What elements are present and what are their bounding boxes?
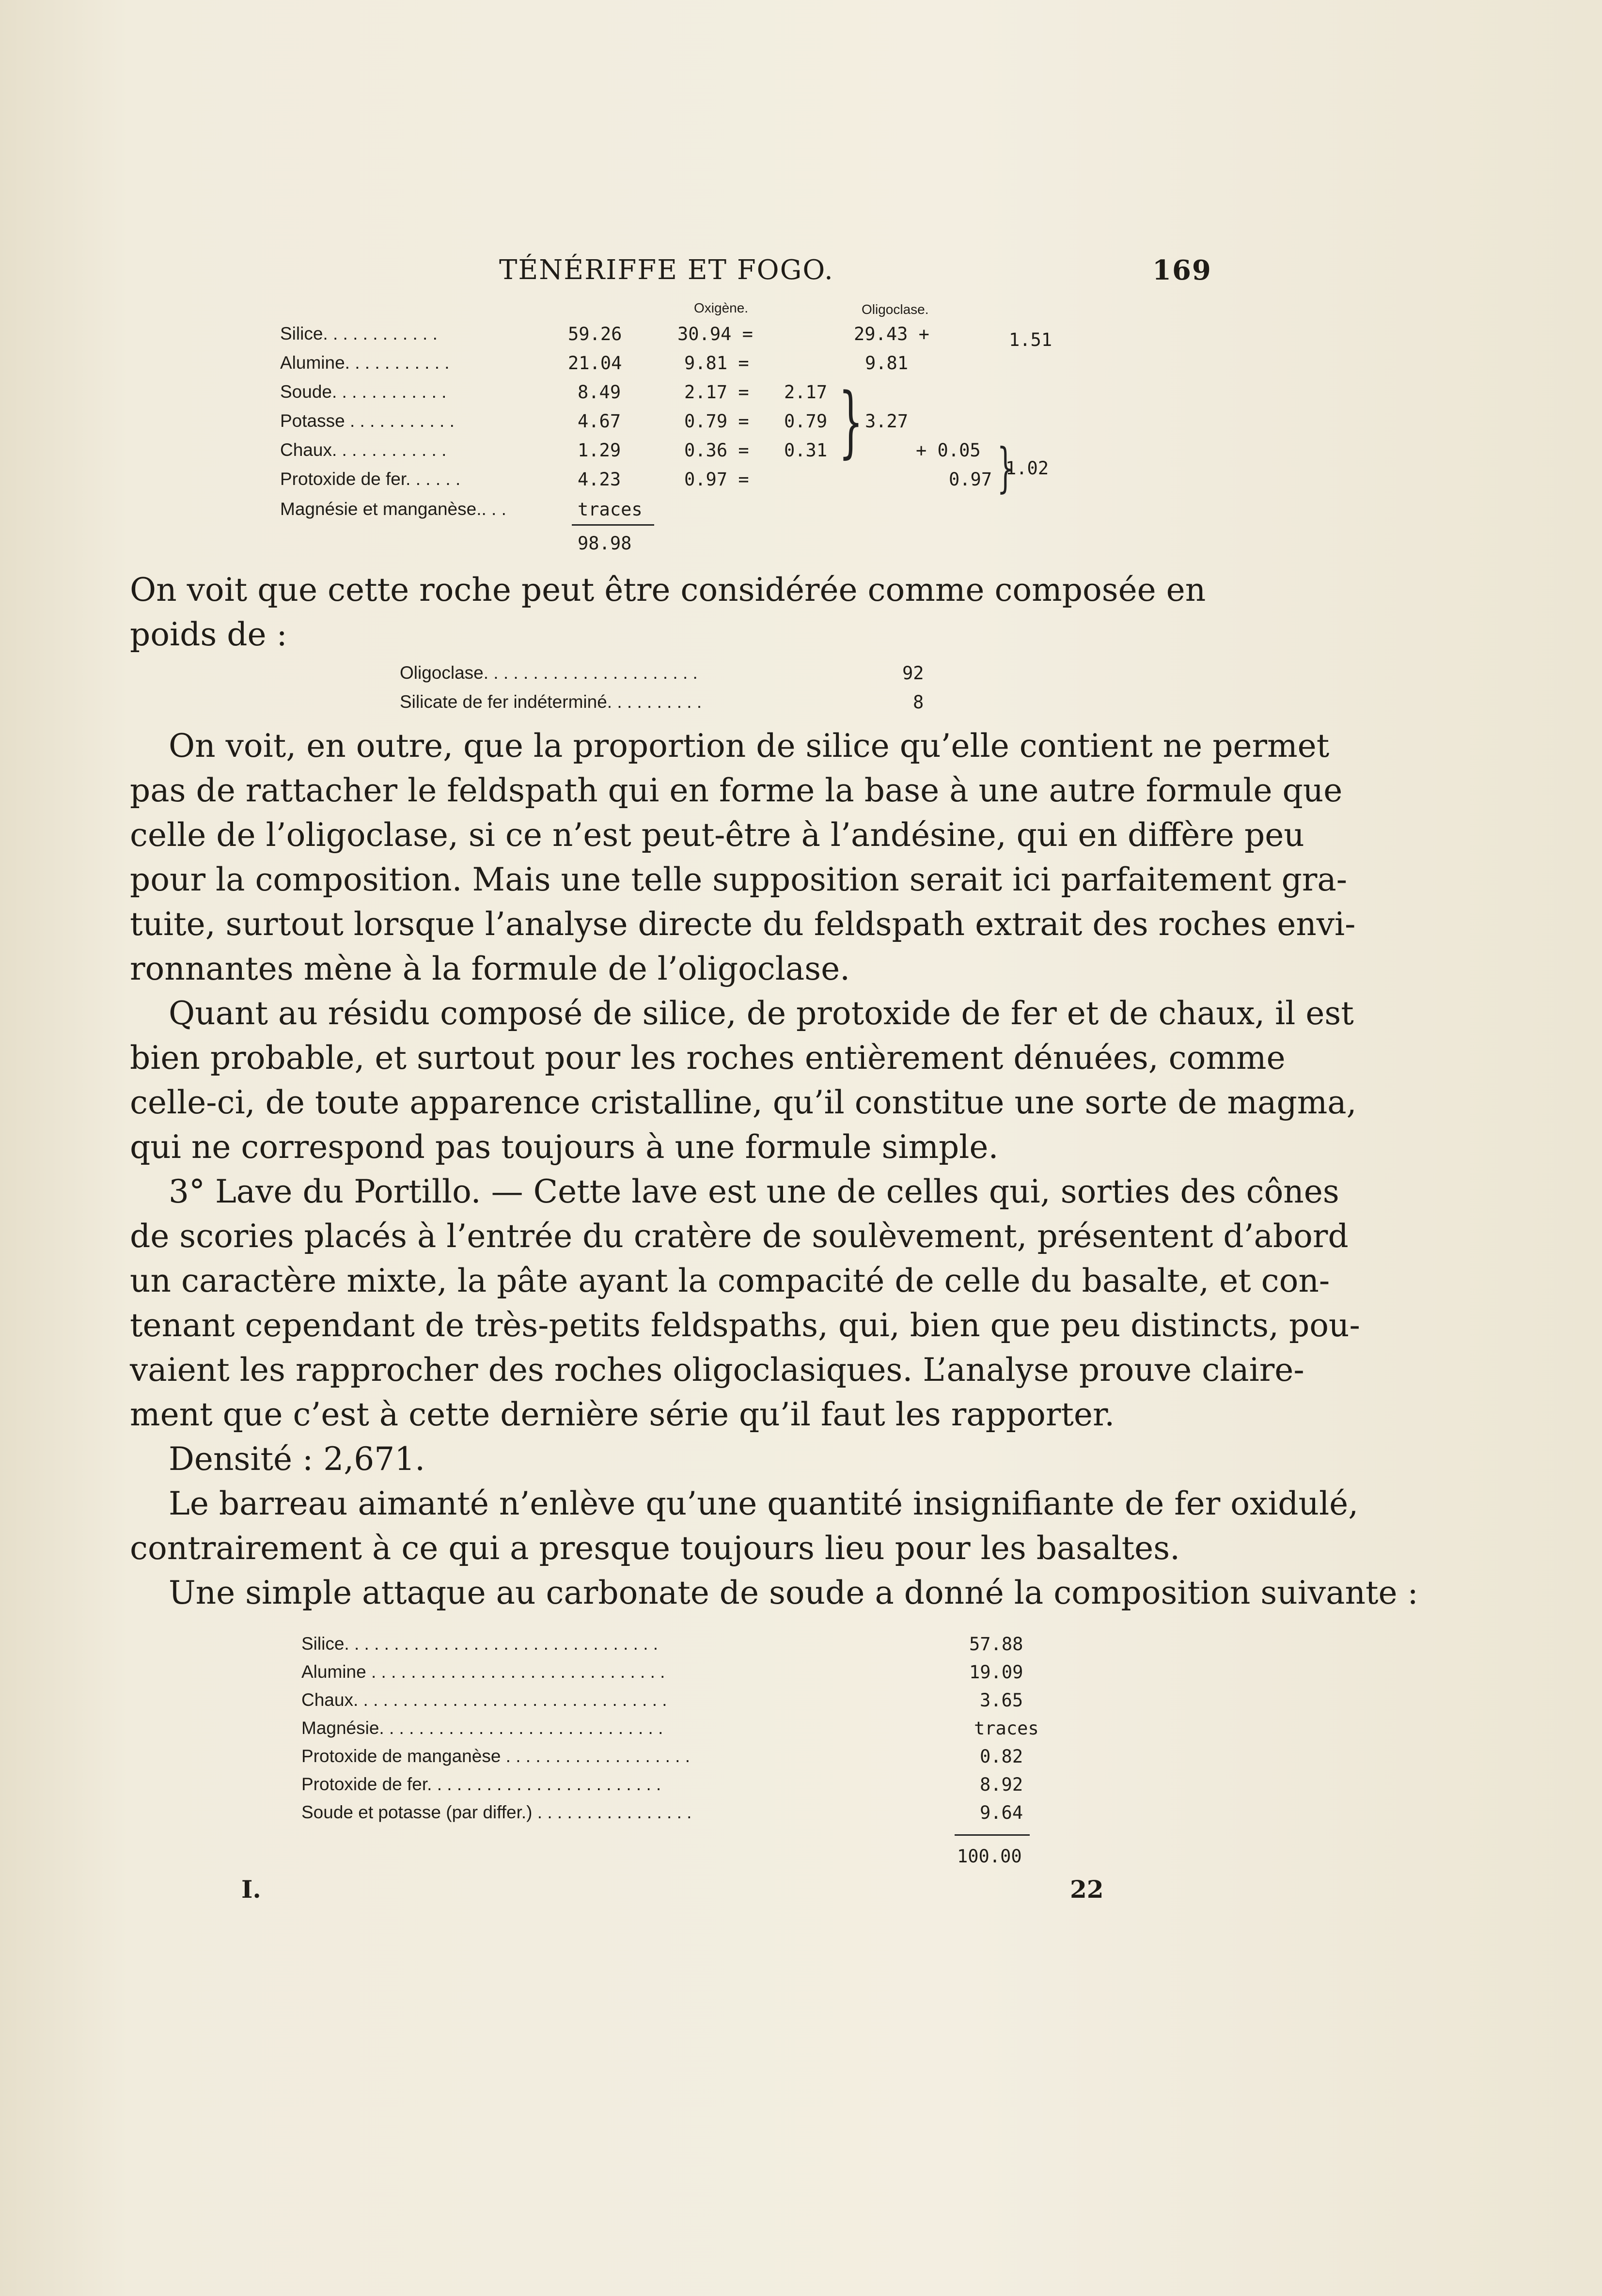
running-title: TÉNÉRIFFE ET FOGO. xyxy=(499,254,834,286)
text-line: Densité : 2,671. xyxy=(169,1440,425,1478)
sheet-number: 22 xyxy=(1070,1875,1104,1904)
table-row-excess: + 0.05 xyxy=(916,440,981,461)
text-line: On voit que cette roche peut être considérée comme composée en xyxy=(130,571,1206,609)
table-row-label: Silice. . . . . . . . . . . . . . . . . . . . . . . . . . . . . . . . xyxy=(301,1634,659,1654)
table-row-value: 3.65 xyxy=(980,1690,1023,1711)
paragraph xyxy=(130,1571,1418,1615)
column-header-oligoclase: Oligoclase. xyxy=(862,302,929,317)
brace-excess: } xyxy=(997,437,1014,499)
table-row-label: Protoxide de manganèse . . . . . . . . . . . . . . . . . . . xyxy=(301,1746,691,1766)
text-line: Quant au résidu composé de silice, de protoxide de fer et de chaux, il est xyxy=(169,995,1354,1032)
text-line: On voit, en outre, que la proportion de silice qu’elle contient ne permet xyxy=(169,727,1330,765)
paragraph xyxy=(130,1482,1359,1571)
table-row-excess: 1.51 xyxy=(1009,329,1052,350)
table-row-label: Protoxide de fer. . . . . . . . . . . . . . . . . . . . . . . . xyxy=(301,1774,661,1794)
table-row-oxygen: 30.94 = xyxy=(677,324,753,344)
text-line: pour la composition. Mais une telle supposition serait ici parfaitement gra- xyxy=(130,861,1348,898)
table-row-value: 9.64 xyxy=(980,1802,1023,1823)
table-row-label: Protoxide de fer. . . . . . xyxy=(280,469,461,489)
table-row-label: Potasse . . . . . . . . . . . xyxy=(280,411,455,431)
brace-alkali: } xyxy=(838,376,864,467)
sum-rule xyxy=(572,524,654,526)
table-row-value: traces xyxy=(974,1718,1039,1739)
table-row-oxygen: 0.36 = xyxy=(684,440,749,461)
table-total: 98.98 xyxy=(578,533,632,554)
table-row-excess: 0.97 xyxy=(949,469,992,490)
table-row-label: Alumine . . . . . . . . . . . . . . . . . . . . . . . . . . . . . . xyxy=(301,1662,665,1682)
text-line: bien probable, et surtout pour les roches entièrement dénuées, comme xyxy=(130,1039,1286,1077)
table-row-oxygen: 2.17 = xyxy=(684,382,749,403)
table-row-value: 59.26 xyxy=(568,324,622,344)
text-line: ment que c’est à cette dernière série qu’il faut les rapporter. xyxy=(130,1396,1115,1433)
text-line: tuite, surtout lorsque l’analyse directe du feldspath extrait des roches envi- xyxy=(130,906,1356,943)
table-row-oligoclase: 9.81 xyxy=(865,353,909,374)
paragraph xyxy=(130,568,1206,657)
table-row-value: 57.88 xyxy=(969,1634,1023,1655)
text-line: pas de rattacher le feldspath qui en forme la base à une autre formule que xyxy=(130,772,1343,809)
text-line: contrairement à ce qui a presque toujours lieu pour les basaltes. xyxy=(130,1530,1180,1567)
table-row-split: 0.79 xyxy=(784,411,828,432)
text-line: tenant cependant de très-petits feldspaths, qui, bien que peu distincts, pou- xyxy=(130,1307,1360,1344)
table-row-value: 19.09 xyxy=(969,1662,1023,1683)
table-row-label: Chaux. . . . . . . . . . . . . . . . . . . . . . . . . . . . . . . . xyxy=(301,1690,667,1710)
text-line: poids de : xyxy=(130,616,287,653)
table-row-label: Magnésie et manganèse.. . . xyxy=(280,499,506,519)
text-line: celle-ci, de toute apparence cristalline, qu’il constitue une sorte de magma, xyxy=(130,1084,1357,1121)
table-row-oligoclase: 29.43 + xyxy=(854,324,929,344)
text-line: Une simple attaque au carbonate de soude a donné la composition suivante : xyxy=(169,1574,1418,1611)
table-row-label: Silicate de fer indéterminé. . . . . . . . . . xyxy=(400,692,702,712)
text-line: ronnantes mène à la formule de l’oligoclase. xyxy=(130,950,850,987)
column-header-oxygene: Oxigène. xyxy=(694,300,749,315)
table-row-label: Magnésie. . . . . . . . . . . . . . . . . . . . . . . . . . . . . xyxy=(301,1718,663,1738)
paragraph xyxy=(130,724,1356,991)
table-row-split: 0.31 xyxy=(784,440,828,461)
table-row-value: 21.04 xyxy=(568,353,622,374)
signature-mark: I. xyxy=(241,1875,261,1904)
sum-rule xyxy=(955,1834,1030,1836)
table-row-value: 8.92 xyxy=(980,1774,1023,1795)
table-row-label: Chaux. . . . . . . . . . . . xyxy=(280,440,447,460)
table-row-label: Silice. . . . . . . . . . . . xyxy=(280,324,438,344)
table-row-label: Soude. . . . . . . . . . . . xyxy=(280,382,447,402)
table-row-split: 2.17 xyxy=(784,382,828,403)
text-line: celle de l’oligoclase, si ce n’est peut-être à l’andésine, qui en diffère peu xyxy=(130,816,1304,854)
paragraph xyxy=(130,1170,1360,1437)
paragraph xyxy=(130,991,1357,1170)
text-line: vaient les rapprocher des roches oligoclasiques. L’analyse prouve claire- xyxy=(130,1351,1304,1389)
table-row-oligoclase: 3.27 xyxy=(865,411,909,432)
table-row-value: traces xyxy=(578,499,643,520)
text-line: qui ne correspond pas toujours à une formule simple. xyxy=(130,1128,999,1166)
text-line: Le barreau aimanté n’enlève qu’une quantité insignifiante de fer oxidulé, xyxy=(169,1485,1359,1522)
table-row-label: Oligoclase. . . . . . . . . . . . . . . . . . . . . . xyxy=(400,663,698,683)
table-row-value: 1.29 xyxy=(578,440,621,461)
text-line: un caractère mixte, la pâte ayant la compacité de celle du basalte, et con- xyxy=(130,1262,1330,1299)
table-row-value: 8.49 xyxy=(578,382,621,403)
table-row-oxygen: 9.81 = xyxy=(684,353,749,374)
table-row-excess-sum: 1.02 xyxy=(1005,458,1049,479)
table-row-oxygen: 0.79 = xyxy=(684,411,749,432)
text-line: 3° Lave du Portillo. — Cette lave est une de celles qui, sorties des cônes xyxy=(169,1173,1339,1210)
table-row-label: Soude et potasse (par differ.) . . . . . . . . . . . . . . . . xyxy=(301,1802,692,1822)
table-row-value: 92 xyxy=(902,663,924,684)
table-row-oxygen: 0.97 = xyxy=(684,469,749,490)
table-row-value: 4.23 xyxy=(578,469,621,490)
table-row-value: 8 xyxy=(913,692,924,713)
paragraph xyxy=(130,1437,1196,1482)
page-number: 169 xyxy=(1152,254,1212,286)
table-row-value: 4.67 xyxy=(578,411,621,432)
table-row-label: Alumine. . . . . . . . . . . xyxy=(280,353,450,373)
text-line: de scories placés à l’entrée du cratère de soulèvement, présentent d’abord xyxy=(130,1218,1349,1255)
table-total: 100.00 xyxy=(957,1846,1022,1867)
table-row-value: 0.82 xyxy=(980,1746,1023,1767)
